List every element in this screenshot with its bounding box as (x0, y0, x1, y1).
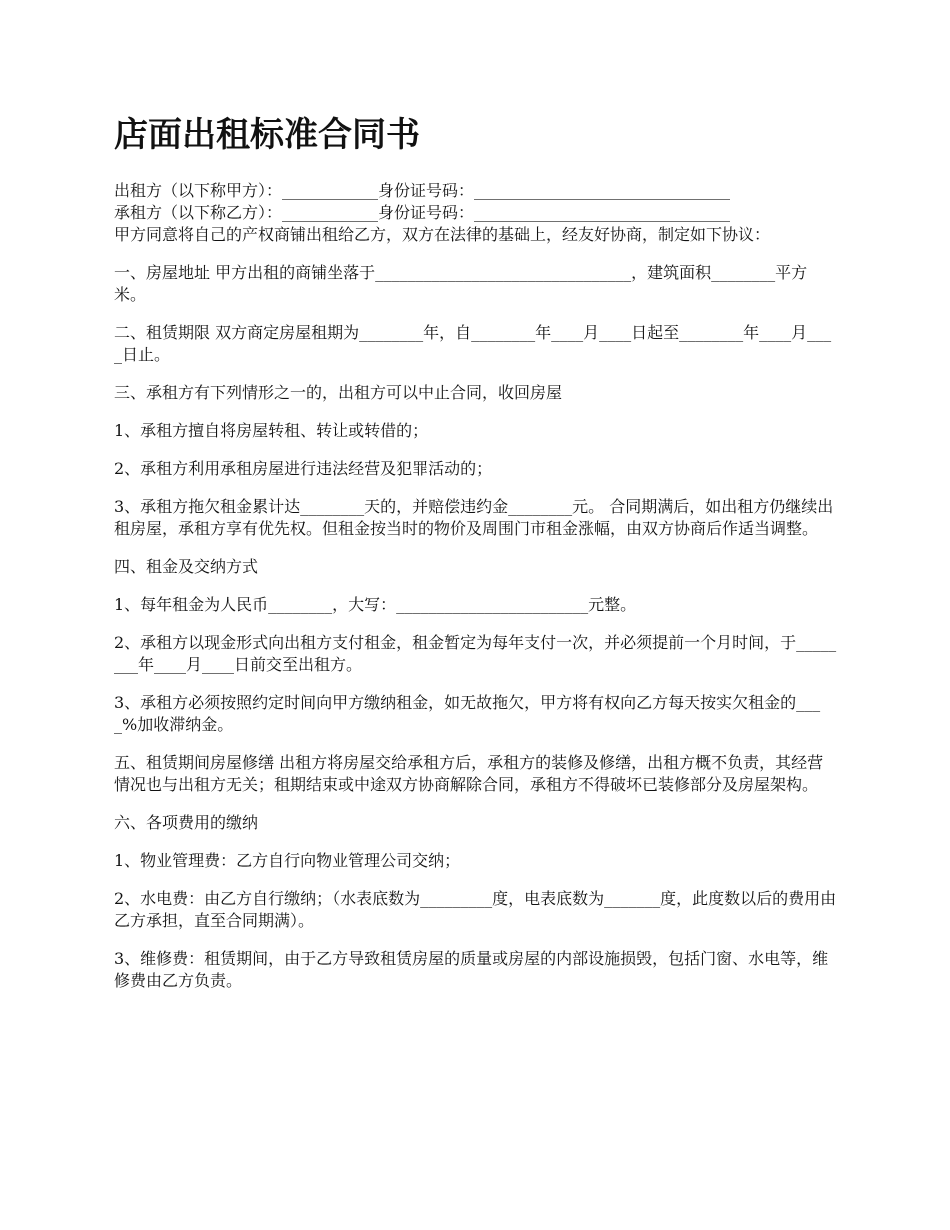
paragraph-section-3-heading: 三、承租方有下列情形之一的，出租方可以中止合同，收回房屋 (114, 383, 563, 402)
document-title: 店面出租标准合同书 (114, 115, 420, 155)
paragraph-section-6-item-2: 2、水电费：由乙方自行缴纳；（水表底数为_________度，电表底数为_______度，此度数以后的费用由乙方承担，直至合同期满）。 (114, 889, 837, 930)
paragraph-lease-term: 二、租赁期限 双方商定房屋租期为________年，自________年____月____日起至________年____月____日止。 (114, 323, 832, 364)
paragraph-section-6-heading: 六、各项费用的缴纳 (114, 813, 259, 832)
paragraph-section-3-item-1: 1、承租方擅自将房屋转租、转让或转借的； (114, 421, 429, 440)
paragraph-section-6-item-3: 3、维修费：租赁期间，由于乙方导致租赁房屋的质量或房屋的内部设施损毁，包括门窗、水电等，维修费由乙方负责。 (114, 949, 829, 990)
paragraph-section-4-item-2: 2、承租方以现金形式向出租方支付租金，租金暂定为每年支付一次，并必须提前一个月时间，于________年____月____日前交至出租方。 (114, 633, 837, 674)
paragraph-house-address: 一、房屋地址 甲方出租的商铺坐落于________________________________，建筑面积________平方米。 (114, 263, 808, 304)
paragraph-preamble: 甲方同意将自己的产权商铺出租给乙方，双方在法律的基础上，经友好协商，制定如下协议： (114, 225, 771, 244)
paragraph-lessee: 承租方（以下称乙方）：____________身份证号码：________________________________ (114, 203, 731, 222)
paragraph-section-3-item-2: 2、承租方利用承租房屋进行违法经营及犯罪活动的； (114, 459, 493, 478)
paragraph-section-3-item-3: 3、承租方拖欠租金累计达________天的，并赔偿违约金________元。 合同期满后，如出租方仍继续出租房屋，承租方享有优先权。但租金按当时的物价及周围门市租金涨幅，由双方协商后作适当调整。 (114, 497, 834, 538)
paragraph-section-4-item-3: 3、承租方必须按照约定时间向甲方缴纳租金，如无故拖欠，甲方将有权向乙方每天按实欠租金的____%加收滞纳金。 (114, 693, 821, 734)
paragraph-section-4-heading: 四、租金及交纳方式 (114, 557, 259, 576)
paragraph-lessor: 出租方（以下称甲方）：____________身份证号码：________________________________ (114, 181, 731, 200)
paragraph-section-6-item-1: 1、物业管理费：乙方自行向物业管理公司交纳； (114, 851, 461, 870)
paragraph-section-4-item-1: 1、每年租金为人民币________，大写：________________________元整。 (114, 595, 637, 614)
document-body (114, 180, 838, 1008)
paragraph-section-5: 五、租赁期间房屋修缮 出租方将房屋交给承租方后，承租方的装修及修缮，出租方概不负责，其经营情况也与出租方无关；租期结束或中途双方协商解除合同，承租方不得破坏已装修部分及房屋架构。 (114, 753, 824, 794)
